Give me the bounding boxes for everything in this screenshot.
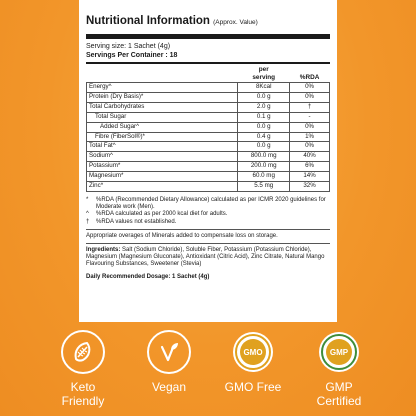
table-row <box>87 92 330 102</box>
footnote <box>86 219 330 226</box>
footnote-text: %RDA (Recommended Dietary Allowance) calculated as per ICMR 2020 guidelines for Moderate work (Men). <box>96 196 326 211</box>
vegan-icon <box>147 330 191 374</box>
ingredients <box>86 247 330 269</box>
gmp-seal-icon <box>317 330 361 374</box>
nutrient-name: Fibre (FiberSol®)* <box>87 132 238 142</box>
nutrient-rda: 32% <box>290 182 330 192</box>
vegan-badge <box>124 330 214 394</box>
gmp-seal-text: GMP <box>329 348 349 357</box>
servings-per-container: Servings Per Container : 18 <box>86 52 178 59</box>
table-row <box>87 152 330 162</box>
nutrient-value: 0.0 g <box>238 142 290 152</box>
footnote <box>86 211 330 218</box>
thin-divider <box>86 243 330 244</box>
nutrient-value: 800.0 mg <box>238 152 290 162</box>
nutrient-rda: 0% <box>290 83 330 93</box>
nutrient-name: Total Carbohydrates <box>87 102 238 112</box>
header-per: per <box>258 66 269 73</box>
footnote-text: %RDA values not established. <box>96 218 177 225</box>
nutrient-rda: † <box>290 102 330 112</box>
vegan-label: Vegan <box>151 380 187 394</box>
badges-row <box>0 322 416 416</box>
table-row <box>87 142 330 152</box>
nutrient-name: Zinc* <box>87 182 238 192</box>
nutrient-name: Energy^ <box>87 83 238 93</box>
nutrient-value: 0.1 g <box>238 112 290 122</box>
nutrient-name: Protein (Dry Basis)* <box>87 92 238 102</box>
table-row <box>87 172 330 182</box>
ingredients-text: Salt (Sodium Chloride), Soluble Fiber, Potassium (Potassium Chloride), Magnesium (Magnesium Gluconate), Antioxidant (Citric Acid), Zinc Citrate, Natural Mango Flavouring Substances, Sweetener (Stevia) <box>86 246 325 268</box>
footnote-mark: † <box>86 218 90 225</box>
nutrient-name: Added Sugar^ <box>87 122 238 132</box>
gmp-label-line2: Certified <box>316 394 362 408</box>
header-nutrient <box>87 64 238 83</box>
nutrient-value: 2.0 g <box>238 102 290 112</box>
nutrient-value: 5.5 mg <box>238 182 290 192</box>
nutrient-rda: 6% <box>290 162 330 172</box>
nutrient-value: 8Kcal <box>238 83 290 93</box>
nutrient-value: 200.0 mg <box>238 162 290 172</box>
nutrient-name: Magnesium* <box>87 172 238 182</box>
nutrition-table-header <box>87 64 330 83</box>
thin-divider <box>86 229 330 230</box>
table-row <box>87 162 330 172</box>
footnote <box>86 197 330 211</box>
header-rda: %RDA <box>299 73 320 81</box>
gmo-free-label: GMO Free <box>224 380 282 394</box>
nutrient-value: 0.4 g <box>238 132 290 142</box>
footnote-text: %RDA calculated as per 2000 kcal diet for adults. <box>96 211 228 218</box>
nutrient-rda: - <box>290 112 330 122</box>
keto-icon <box>61 330 105 374</box>
keto-label-line1: Keto <box>70 380 96 394</box>
table-row <box>87 83 330 93</box>
nutrient-rda: 0% <box>290 122 330 132</box>
nutrition-table <box>86 64 330 192</box>
gmo-free-seal-icon <box>231 330 275 374</box>
nutrient-name: Potassium* <box>87 162 238 172</box>
footnote-mark: ^ <box>86 211 89 218</box>
minerals-note: Appropriate overages of Minerals added to compensate loss on storage. <box>86 232 278 239</box>
footnote-mark: * <box>86 196 89 203</box>
nutrient-name: Sodium^ <box>87 152 238 162</box>
nutrient-rda: 1% <box>290 132 330 142</box>
header-serving: serving <box>252 73 276 81</box>
nutrient-rda: 14% <box>290 172 330 182</box>
gmp-badge <box>294 330 384 408</box>
keto-label-line2: Friendly <box>61 394 105 408</box>
nutrient-name: Total Fat^ <box>87 142 238 152</box>
nutrient-rda: 0% <box>290 92 330 102</box>
nutrient-value: 0.0 g <box>238 122 290 132</box>
nutrition-label-panel <box>79 0 337 322</box>
footnotes <box>86 197 330 226</box>
nutrient-name: Total Sugar <box>87 112 238 122</box>
table-row <box>87 112 330 122</box>
nutrition-title-text: Nutritional Information <box>86 15 210 27</box>
table-row <box>87 122 330 132</box>
gmo-seal-text: GMO <box>243 348 263 357</box>
gmp-label <box>294 380 384 408</box>
table-row <box>87 132 330 142</box>
nutrient-value: 0.0 g <box>238 92 290 102</box>
serving-size: Serving size: 1 Sachet (4g) <box>86 43 171 50</box>
nutrient-rda: 40% <box>290 152 330 162</box>
keto-label <box>38 380 128 408</box>
nutrition-title-subtitle: (Approx. Value) <box>213 19 258 26</box>
header-per-serving <box>238 64 290 83</box>
serving-info <box>86 39 330 60</box>
ingredients-label: Ingredients: <box>86 246 121 253</box>
nutrient-rda: 0% <box>290 142 330 152</box>
gmp-label-line1: GMP <box>325 380 353 394</box>
gmo-free-badge <box>208 330 298 394</box>
nutrition-title <box>86 14 330 30</box>
nutrient-value: 60.0 mg <box>238 172 290 182</box>
table-row <box>87 102 330 112</box>
keto-badge <box>38 330 128 408</box>
table-row <box>87 182 330 192</box>
dosage: Daily Recommended Dosage: 1 Sachet (4g) <box>86 273 210 280</box>
